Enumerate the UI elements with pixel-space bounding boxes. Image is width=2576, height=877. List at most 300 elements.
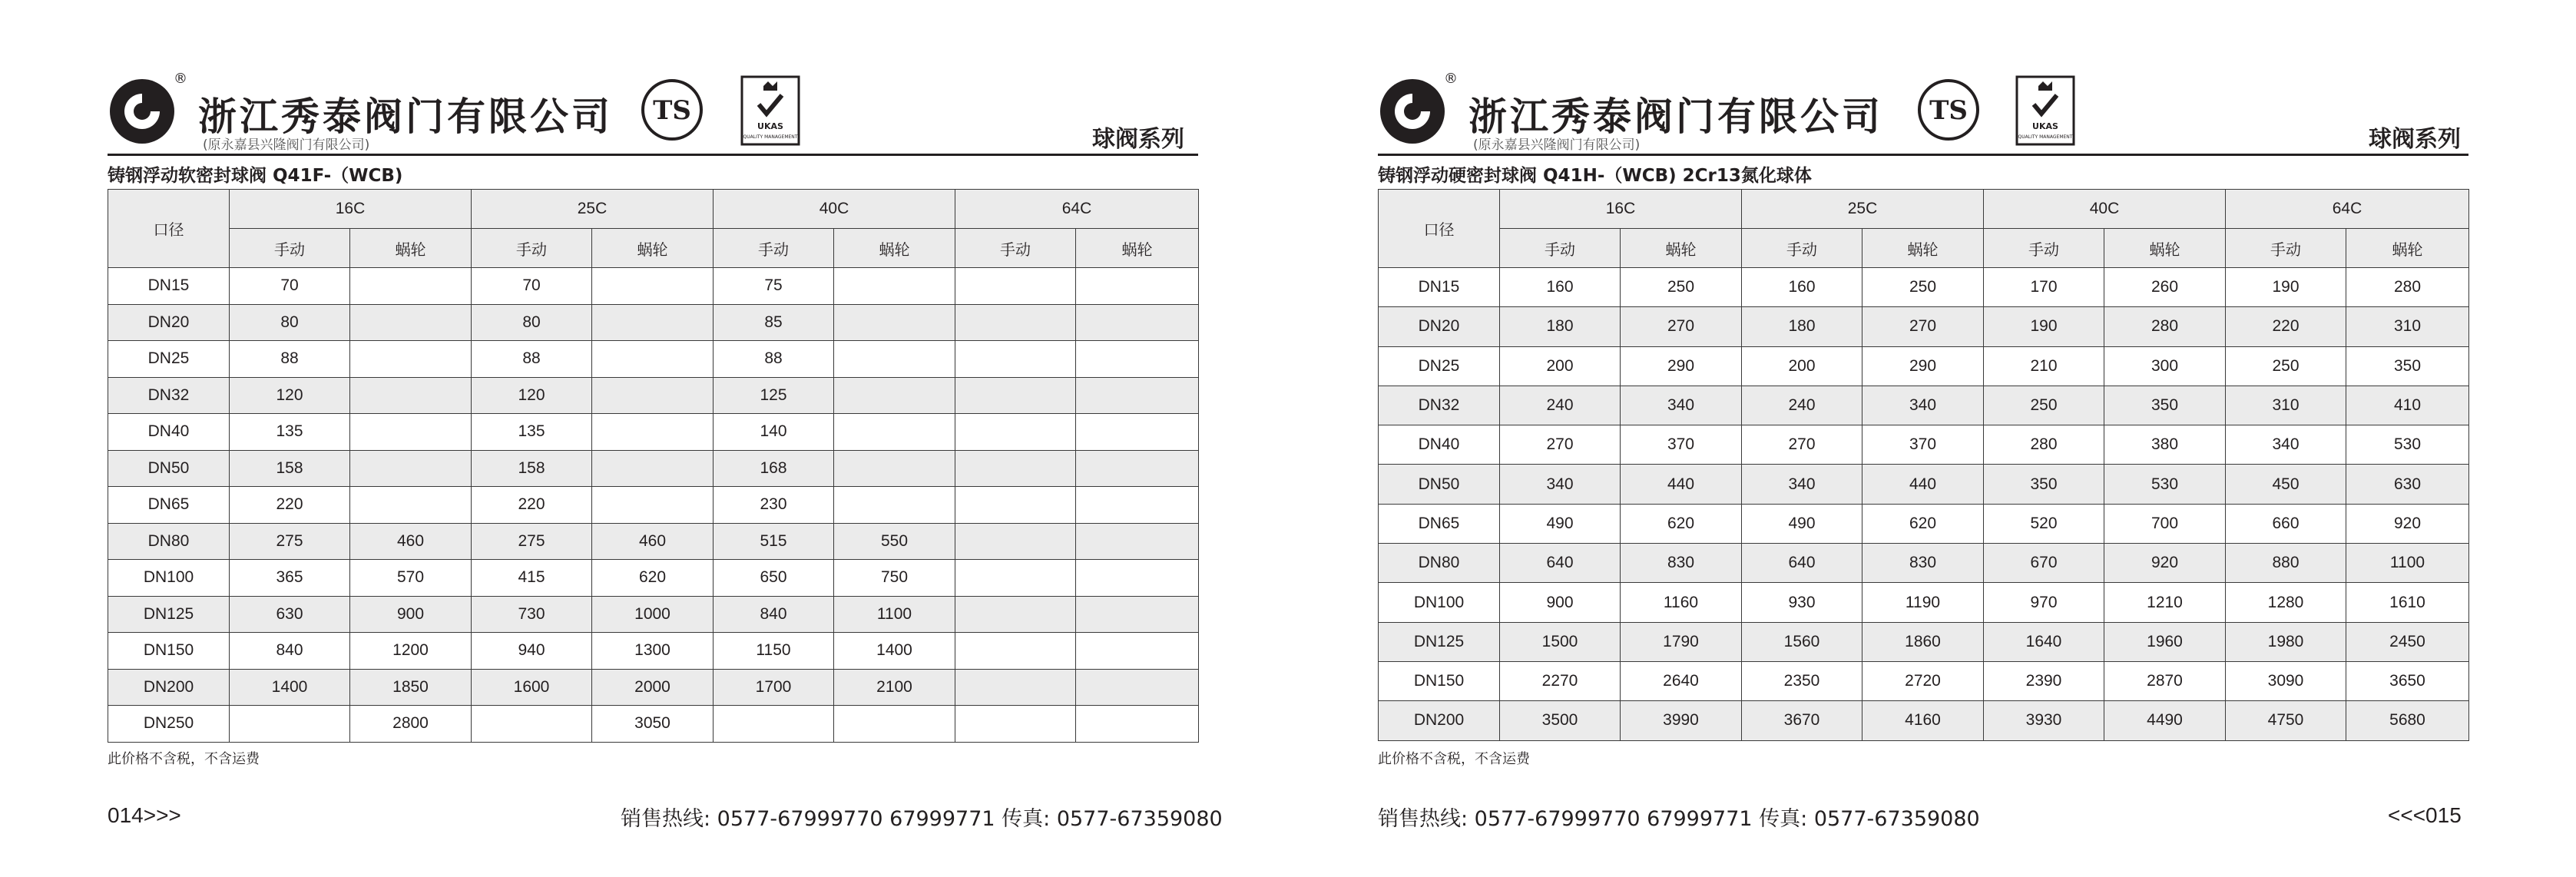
price-cell: 70: [472, 268, 592, 305]
price-cell: 120: [472, 377, 592, 414]
ukas-certification-icon: [740, 75, 800, 146]
price-cell: 1160: [1621, 583, 1742, 622]
price-cell: 1280: [2226, 583, 2346, 622]
worm-header: 蜗轮: [2104, 229, 2226, 268]
registered-mark: ®: [174, 71, 187, 87]
table-row: [1379, 544, 2469, 583]
price-cell: 125: [714, 377, 834, 414]
caliber-cell: DN15: [1379, 268, 1500, 307]
price-note: 此价格不含税，不含运费: [108, 751, 260, 767]
price-cell: 240: [1742, 386, 1862, 425]
price-cell: [350, 487, 472, 524]
company-former-name: (原永嘉县兴隆阀门有限公司): [1473, 137, 1641, 153]
table-row: [108, 669, 1199, 706]
caliber-cell: DN80: [1379, 544, 1500, 583]
price-cell: 920: [2346, 504, 2469, 543]
price-cell: 200: [1500, 346, 1621, 386]
price-cell: 270: [1500, 425, 1621, 465]
price-cell: 490: [1500, 504, 1621, 543]
price-cell: 660: [2226, 504, 2346, 543]
price-cell: [1076, 706, 1199, 743]
price-cell: 970: [1984, 583, 2104, 622]
price-cell: [350, 450, 472, 487]
price-cell: 250: [2226, 346, 2346, 386]
price-cell: 75: [714, 268, 834, 305]
price-cell: 2000: [592, 669, 714, 706]
price-table-body: [108, 190, 1199, 743]
ts-certification-icon: [1915, 77, 1982, 143]
company-name: 浙江秀泰阀门有限公司: [198, 94, 613, 139]
caliber-cell: DN150: [1379, 661, 1500, 700]
price-cell: [955, 268, 1076, 305]
caliber-cell: DN125: [108, 596, 230, 633]
price-note: 此价格不含税，不含运费: [1378, 751, 1530, 767]
manual-header: 手动: [1500, 229, 1621, 268]
table-row: [108, 268, 1199, 305]
table-row: [1379, 307, 2469, 346]
price-cell: 640: [1500, 544, 1621, 583]
company-former-name: (原永嘉县兴隆阀门有限公司): [203, 137, 370, 153]
caliber-cell: DN200: [1379, 701, 1500, 740]
price-cell: [955, 414, 1076, 451]
price-cell: 900: [350, 596, 472, 633]
pressure-header-40c: 40C: [714, 190, 955, 229]
price-cell: [834, 304, 955, 341]
price-cell: 340: [1742, 465, 1862, 504]
caliber-cell: DN25: [108, 341, 230, 378]
price-cell: 120: [230, 377, 350, 414]
price-cell: [230, 706, 350, 743]
price-cell: 180: [1500, 307, 1621, 346]
caliber-cell: DN80: [108, 523, 230, 560]
price-cell: 250: [1862, 268, 1984, 307]
ukas-sub-text: QUALITY MANAGEMENT: [2018, 134, 2073, 140]
caliber-cell: DN32: [108, 377, 230, 414]
manual-header: 手动: [1742, 229, 1862, 268]
table-row: [108, 487, 1199, 524]
price-cell: 3050: [592, 706, 714, 743]
caliber-cell: DN32: [1379, 386, 1500, 425]
table-row: [1379, 622, 2469, 661]
price-cell: 370: [1862, 425, 1984, 465]
table-row: [1379, 465, 2469, 504]
price-cell: [1076, 560, 1199, 597]
manual-header: 手动: [955, 229, 1076, 268]
price-cell: 1960: [2104, 622, 2226, 661]
price-cell: 440: [1862, 465, 1984, 504]
price-cell: [955, 450, 1076, 487]
price-cell: 750: [834, 560, 955, 597]
price-cell: 1400: [230, 669, 350, 706]
price-cell: 530: [2104, 465, 2226, 504]
price-cell: 88: [472, 341, 592, 378]
price-cell: 340: [1621, 386, 1742, 425]
price-cell: 1000: [592, 596, 714, 633]
price-cell: 2100: [834, 669, 955, 706]
price-cell: 1860: [1862, 622, 1984, 661]
price-cell: 210: [1984, 346, 2104, 386]
price-cell: [350, 377, 472, 414]
price-cell: 380: [2104, 425, 2226, 465]
price-cell: 3990: [1621, 701, 1742, 740]
price-cell: 5680: [2346, 701, 2469, 740]
table-title: 铸钢浮动硬密封球阀 Q41H-（WCB) 2Cr13氮化球体: [1378, 166, 1812, 186]
price-cell: 250: [1984, 386, 2104, 425]
price-cell: [834, 377, 955, 414]
ukas-certification-icon: [2015, 75, 2075, 146]
ts-certification-icon: [639, 77, 705, 143]
price-cell: 310: [2226, 386, 2346, 425]
caliber-cell: DN100: [108, 560, 230, 597]
table-row: [1379, 701, 2469, 740]
price-cell: 220: [472, 487, 592, 524]
price-cell: [834, 706, 955, 743]
header-rule: [1378, 154, 2468, 156]
series-label: 球阀系列: [1092, 126, 1184, 153]
price-cell: 730: [472, 596, 592, 633]
series-label: 球阀系列: [2369, 126, 2461, 153]
worm-header: 蜗轮: [1862, 229, 1984, 268]
price-cell: [1076, 487, 1199, 524]
price-cell: [955, 633, 1076, 670]
price-cell: 1980: [2226, 622, 2346, 661]
price-cell: 230: [714, 487, 834, 524]
price-cell: 460: [592, 523, 714, 560]
price-table-soft-seal: [108, 189, 1199, 743]
price-cell: 630: [230, 596, 350, 633]
price-cell: 2640: [1621, 661, 1742, 700]
price-cell: 88: [230, 341, 350, 378]
price-cell: 85: [714, 304, 834, 341]
price-cell: 840: [230, 633, 350, 670]
price-cell: 350: [2104, 386, 2226, 425]
price-cell: 3500: [1500, 701, 1621, 740]
price-cell: [472, 706, 592, 743]
caliber-cell: DN50: [108, 450, 230, 487]
caliber-cell: DN20: [108, 304, 230, 341]
price-cell: 250: [1621, 268, 1742, 307]
price-cell: 1640: [1984, 622, 2104, 661]
manual-header: 手动: [230, 229, 350, 268]
page-number: 014>>>: [108, 803, 181, 827]
price-cell: 1700: [714, 669, 834, 706]
price-cell: 2390: [1984, 661, 2104, 700]
price-cell: [592, 487, 714, 524]
price-cell: 190: [1984, 307, 2104, 346]
table-row: [1379, 661, 2469, 700]
price-cell: 2270: [1500, 661, 1621, 700]
pressure-header-64c: 64C: [955, 190, 1199, 229]
price-cell: 410: [2346, 386, 2469, 425]
price-cell: 160: [1742, 268, 1862, 307]
sales-hotline: 销售热线: 0577-67999770 67999771 传真: 0577-67359080: [1378, 807, 1980, 831]
price-cell: 920: [2104, 544, 2226, 583]
price-cell: [834, 414, 955, 451]
price-cell: 370: [1621, 425, 1742, 465]
caliber-cell: DN200: [108, 669, 230, 706]
table-row: [1379, 583, 2469, 622]
table-row: [108, 414, 1199, 451]
table-row: [108, 377, 1199, 414]
price-cell: 1500: [1500, 622, 1621, 661]
caliber-cell: DN20: [1379, 307, 1500, 346]
table-row: [1379, 504, 2469, 543]
price-cell: 290: [1621, 346, 1742, 386]
price-cell: 350: [2346, 346, 2469, 386]
price-cell: 650: [714, 560, 834, 597]
table-row: [108, 596, 1199, 633]
table-title: 铸钢浮动软密封球阀 Q41F-（WCB): [108, 166, 403, 186]
price-cell: 1790: [1621, 622, 1742, 661]
price-cell: 300: [2104, 346, 2226, 386]
price-cell: [955, 304, 1076, 341]
price-cell: [592, 450, 714, 487]
price-cell: 270: [1862, 307, 1984, 346]
company-name: 浙江秀泰阀门有限公司: [1468, 94, 1883, 139]
price-cell: 260: [2104, 268, 2226, 307]
price-cell: [955, 487, 1076, 524]
price-cell: [955, 706, 1076, 743]
price-cell: [1076, 523, 1199, 560]
price-cell: 280: [2104, 307, 2226, 346]
price-cell: 135: [230, 414, 350, 451]
price-cell: 1850: [350, 669, 472, 706]
price-cell: 158: [472, 450, 592, 487]
price-cell: 158: [230, 450, 350, 487]
caliber-cell: DN250: [108, 706, 230, 743]
table-row: [108, 523, 1199, 560]
price-cell: 900: [1500, 583, 1621, 622]
price-cell: 620: [1621, 504, 1742, 543]
price-cell: 4490: [2104, 701, 2226, 740]
ukas-text: UKAS: [2032, 121, 2058, 131]
price-cell: 1100: [834, 596, 955, 633]
caliber-cell: DN25: [1379, 346, 1500, 386]
price-cell: 2450: [2346, 622, 2469, 661]
caliber-cell: DN50: [1379, 465, 1500, 504]
price-cell: [1076, 596, 1199, 633]
price-cell: 460: [350, 523, 472, 560]
worm-header: 蜗轮: [350, 229, 472, 268]
price-cell: 700: [2104, 504, 2226, 543]
sales-hotline: 销售热线: 0577-67999770 67999771 传真: 0577-67359080: [621, 807, 1223, 831]
price-cell: 880: [2226, 544, 2346, 583]
caliber-cell: DN100: [1379, 583, 1500, 622]
price-cell: 450: [2226, 465, 2346, 504]
table-row: [108, 341, 1199, 378]
pressure-header-16c: 16C: [1500, 190, 1742, 229]
table-row: [108, 633, 1199, 670]
price-cell: [1076, 633, 1199, 670]
price-cell: [1076, 414, 1199, 451]
price-cell: 365: [230, 560, 350, 597]
price-cell: 168: [714, 450, 834, 487]
price-cell: 340: [2226, 425, 2346, 465]
price-cell: 930: [1742, 583, 1862, 622]
price-cell: [1076, 268, 1199, 305]
table-row: [1379, 425, 2469, 465]
price-cell: 190: [2226, 268, 2346, 307]
ts-mark-text: TS: [1929, 95, 1968, 126]
ts-mark-text: TS: [653, 95, 691, 126]
price-cell: [1076, 450, 1199, 487]
pressure-header-16c: 16C: [230, 190, 472, 229]
price-cell: [955, 669, 1076, 706]
pressure-header-25c: 25C: [1742, 190, 1984, 229]
price-table-hard-seal: [1378, 189, 2469, 741]
price-cell: 270: [1621, 307, 1742, 346]
price-cell: [955, 377, 1076, 414]
brand-header: [108, 71, 661, 153]
price-cell: 620: [592, 560, 714, 597]
table-row: [108, 450, 1199, 487]
price-cell: 280: [1984, 425, 2104, 465]
price-cell: 2800: [350, 706, 472, 743]
brand-header: [1378, 71, 1931, 153]
price-cell: 160: [1500, 268, 1621, 307]
price-cell: 490: [1742, 504, 1862, 543]
price-cell: 1210: [2104, 583, 2226, 622]
price-cell: 220: [2226, 307, 2346, 346]
caliber-cell: DN40: [108, 414, 230, 451]
price-cell: 180: [1742, 307, 1862, 346]
price-cell: [834, 487, 955, 524]
worm-header: 蜗轮: [834, 229, 955, 268]
price-cell: 2350: [1742, 661, 1862, 700]
price-cell: 80: [472, 304, 592, 341]
price-cell: 70: [230, 268, 350, 305]
price-cell: 530: [2346, 425, 2469, 465]
caliber-cell: DN15: [108, 268, 230, 305]
worm-header: 蜗轮: [2346, 229, 2469, 268]
price-cell: [350, 268, 472, 305]
caliber-cell: DN65: [108, 487, 230, 524]
price-cell: [955, 341, 1076, 378]
price-cell: [834, 268, 955, 305]
price-cell: 1400: [834, 633, 955, 670]
price-cell: 620: [1862, 504, 1984, 543]
caliber-cell: DN125: [1379, 622, 1500, 661]
price-cell: 3090: [2226, 661, 2346, 700]
price-cell: [592, 414, 714, 451]
price-cell: 940: [472, 633, 592, 670]
price-cell: 275: [230, 523, 350, 560]
company-logo-icon: [1378, 77, 1447, 146]
price-cell: [592, 268, 714, 305]
price-cell: 640: [1742, 544, 1862, 583]
price-cell: [1076, 304, 1199, 341]
price-cell: 840: [714, 596, 834, 633]
price-cell: 240: [1500, 386, 1621, 425]
price-cell: 4750: [2226, 701, 2346, 740]
price-cell: 3650: [2346, 661, 2469, 700]
registered-mark: ®: [1444, 71, 1458, 87]
price-cell: [592, 377, 714, 414]
manual-header: 手动: [472, 229, 592, 268]
price-cell: 830: [1862, 544, 1984, 583]
price-cell: 630: [2346, 465, 2469, 504]
worm-header: 蜗轮: [1621, 229, 1742, 268]
price-cell: 270: [1742, 425, 1862, 465]
price-cell: [955, 596, 1076, 633]
price-cell: [592, 304, 714, 341]
worm-header: 蜗轮: [1076, 229, 1199, 268]
price-cell: 670: [1984, 544, 2104, 583]
price-cell: 200: [1742, 346, 1862, 386]
price-cell: 80: [230, 304, 350, 341]
price-cell: 550: [834, 523, 955, 560]
price-cell: [955, 523, 1076, 560]
ukas-text: UKAS: [757, 121, 783, 131]
price-cell: 275: [472, 523, 592, 560]
price-cell: 88: [714, 341, 834, 378]
worm-header: 蜗轮: [592, 229, 714, 268]
price-cell: [350, 304, 472, 341]
price-cell: 2720: [1862, 661, 1984, 700]
price-cell: 520: [1984, 504, 2104, 543]
caliber-cell: DN40: [1379, 425, 1500, 465]
caliber-cell: DN150: [108, 633, 230, 670]
price-cell: 220: [230, 487, 350, 524]
price-cell: 3670: [1742, 701, 1862, 740]
header-rule: [108, 154, 1198, 156]
price-cell: 290: [1862, 346, 1984, 386]
caliber-cell: DN65: [1379, 504, 1500, 543]
price-cell: 1610: [2346, 583, 2469, 622]
price-cell: 570: [350, 560, 472, 597]
price-cell: 1300: [592, 633, 714, 670]
price-cell: [834, 341, 955, 378]
price-cell: 1150: [714, 633, 834, 670]
price-cell: 2870: [2104, 661, 2226, 700]
left-page: [0, 0, 1223, 877]
price-cell: 440: [1621, 465, 1742, 504]
price-cell: 1600: [472, 669, 592, 706]
right-page: [1378, 0, 2576, 877]
table-row: [1379, 386, 2469, 425]
price-table-body: [1379, 190, 2469, 741]
price-cell: 3930: [1984, 701, 2104, 740]
pressure-header-40c: 40C: [1984, 190, 2226, 229]
price-cell: [1076, 377, 1199, 414]
page-number: <<<015: [2388, 803, 2462, 827]
table-row: [1379, 268, 2469, 307]
price-cell: 1560: [1742, 622, 1862, 661]
price-cell: 415: [472, 560, 592, 597]
pressure-header-25c: 25C: [472, 190, 714, 229]
manual-header: 手动: [1984, 229, 2104, 268]
price-cell: 140: [714, 414, 834, 451]
price-cell: [834, 450, 955, 487]
pressure-header-64c: 64C: [2226, 190, 2469, 229]
ukas-sub-text: QUALITY MANAGEMENT: [743, 134, 798, 140]
table-row: [108, 560, 1199, 597]
caliber-header: 口径: [1379, 190, 1500, 268]
price-cell: [350, 414, 472, 451]
price-cell: [350, 341, 472, 378]
price-cell: [1076, 669, 1199, 706]
price-cell: [714, 706, 834, 743]
price-cell: 1100: [2346, 544, 2469, 583]
price-cell: 350: [1984, 465, 2104, 504]
company-logo-icon: [108, 77, 177, 146]
manual-header: 手动: [714, 229, 834, 268]
caliber-header: 口径: [108, 190, 230, 268]
price-cell: 170: [1984, 268, 2104, 307]
manual-header: 手动: [2226, 229, 2346, 268]
table-row: [108, 304, 1199, 341]
price-cell: [1076, 341, 1199, 378]
